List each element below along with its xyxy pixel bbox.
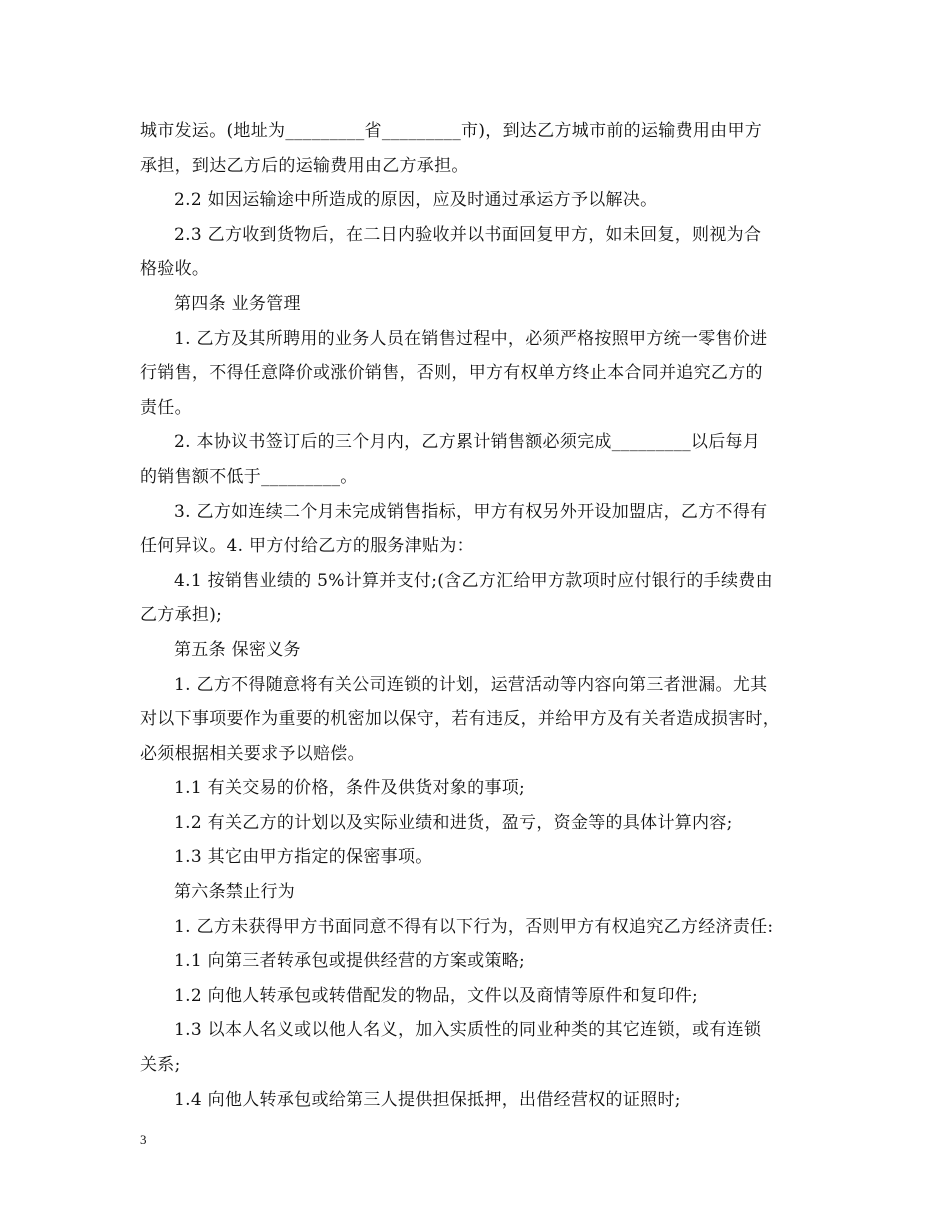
text-line: 1.3 其它由甲方指定的保密事项。 [174,847,433,868]
text-line: 1.1 有关交易的价格，条件及供货对象的事项; [174,778,526,799]
text-line: 乙方承担); [140,605,223,626]
text-line: 行销售，不得任意降价或涨价销售，否则，甲方有权单方终止本合同并追究乙方的 [140,363,763,384]
document-body [140,114,820,1117]
text-line: 1. 乙方及其所聘用的业务人员在销售过程中，必须严格按照甲方统一零售价进 [174,328,768,349]
text-line: 格验收。 [140,259,210,280]
text-line: 3. 乙方如连续二个月未完成销售指标，甲方有权另外开设加盟店，乙方不得有 [174,501,768,522]
text-line: 责任。 [140,397,192,418]
text-line: 1. 乙方不得随意将有关公司连锁的计划，运营活动等内容向第三者泄漏。尤其 [174,674,768,695]
text-line: 2. 本协议书签订后的三个月内，乙方累计销售额必须完成_________以后每月 [174,432,761,453]
text-line: 第四条 业务管理 [174,293,301,314]
text-line: 第六条禁止行为 [174,882,296,903]
text-line: 承担，到达乙方后的运输费用由乙方承担。 [140,155,469,176]
text-line: 1.2 向他人转承包或转借配发的物品，文件以及商情等原件和复印件; [174,985,699,1006]
text-line: 的销售额不低于_________。 [140,466,358,487]
text-line: 必须根据相关要求予以赔偿。 [140,743,365,764]
text-line: 2.3 乙方收到货物后，在二日内验收并以书面回复甲方，如未回复，则视为合 [174,224,762,245]
page-number: 3 [140,1132,147,1147]
text-line: 4.1 按销售业绩的 5%计算并支付;(含乙方汇给甲方款项时应付银行的手续费由 [174,570,773,591]
text-line: 2.2 如因运输途中所造成的原因，应及时通过承运方予以解决。 [174,190,658,211]
text-line: 任何异议。4. 甲方付给乙方的服务津贴为： [140,536,474,557]
text-line: 城市发运。(地址为_________省_________市)，到达乙方城市前的运输费用由甲方 [140,121,763,141]
text-line: 第五条 保密义务 [174,639,301,660]
text-line: 1. 乙方未获得甲方书面同意不得有以下行为，否则甲方有权追究乙方经济责任: [174,916,774,937]
text-line: 1.1 向第三者转承包或提供经营的方案或策略; [174,951,526,972]
text-line: 对以下事项要作为重要的机密加以保守，若有违反，并给甲方及有关者造成损害时， [140,709,781,730]
text-line: 1.4 向他人转承包或给第三人提供担保抵押，出借经营权的证照时; [174,1089,681,1110]
text-line: 关系; [140,1055,181,1076]
text-line: 1.2 有关乙方的计划以及实际业绩和进货，盈亏，资金等的具体计算内容; [174,812,733,833]
text-line: 1.3 以本人名义或以他人名义，加入实质性的同业种类的其它连锁，或有连锁 [174,1020,762,1041]
